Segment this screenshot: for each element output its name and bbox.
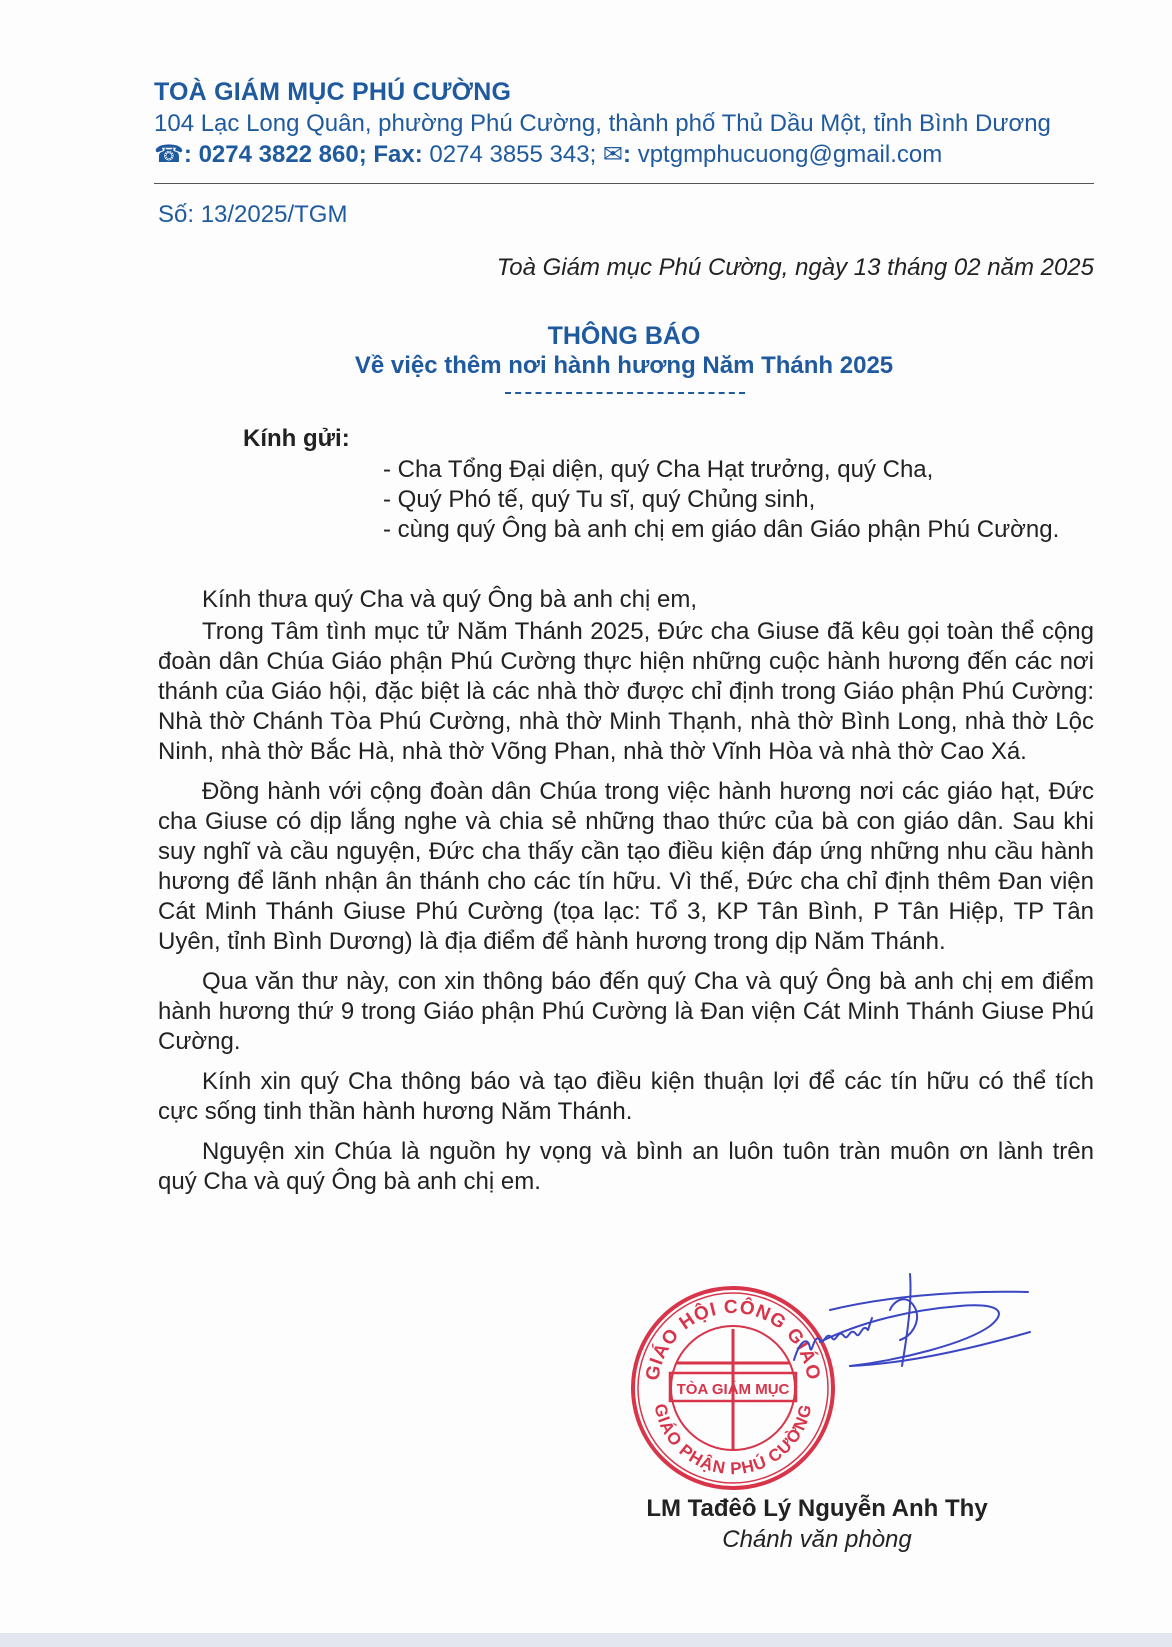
body-paragraph: Qua văn thư này, con xin thông báo đến quý Cha và quý Ông bà anh chị em điểm hành hương thứ 9 trong Giáo phận Phú Cường là Đan viện Cát Minh Thánh Giuse Phú Cường. xyxy=(158,968,1094,1055)
handwritten-signature xyxy=(790,1270,1040,1410)
title-divider xyxy=(505,392,745,394)
seal-top-text: GIÁO HỘI CÔNG GIÁO xyxy=(642,1296,824,1383)
seal-bottom-text: GIÁO PHẬN PHÚ CƯỜNG xyxy=(650,1402,816,1479)
signer-name: LM Tađêô Lý Nguyễn Anh Thy xyxy=(646,1495,988,1522)
email-address: vptgmphucuong@gmail.com xyxy=(637,141,943,168)
signer-title: Chánh văn phòng xyxy=(722,1526,912,1553)
seal-center-text: TÒA GIÁM MỤC xyxy=(676,1381,790,1398)
organization-address: 104 Lạc Long Quân, phường Phú Cường, thành phố Thủ Dầu Một, tỉnh Bình Dương xyxy=(154,110,1051,137)
recipient-item: - cùng quý Ông bà anh chị em giáo dân Giáo phận Phú Cường. xyxy=(383,516,1060,543)
document-number: Số: 13/2025/TGM xyxy=(158,201,348,228)
phone-icon: ☎ xyxy=(154,140,184,168)
header-divider xyxy=(154,183,1094,184)
recipient-list xyxy=(383,455,1059,545)
recipient-item: - Cha Tổng Đại diện, quý Cha Hạt trưởng, quý Cha, xyxy=(383,456,934,483)
body-paragraph: Nguyện xin Chúa là nguồn hy vọng và bình an luôn tuôn tràn muôn ơn lành trên quý Cha và quý Ông bà anh chị em. xyxy=(158,1138,1094,1195)
body-paragraph: Trong Tâm tình mục tử Năm Thánh 2025, Đức cha Giuse đã kêu gọi toàn thể cộng đoàn dân Chúa Giáo phận Phú Cường thực hiện những cuộc hành hương đến các nơi thánh của Giáo hội, đặc biệt là các nhà thờ được chỉ định trong Giáo phận Phú Cường: Nhà thờ Chánh Tòa Phú Cường, nhà thờ Minh Thạnh, nhà thờ Bình Long, nhà thờ Lộc Ninh, nhà thờ Bắc Hà, nhà thờ Võng Phan, nhà thờ Vĩnh Hòa và nhà thờ Cao Xá. xyxy=(158,618,1094,765)
organization-name: TOÀ GIÁM MỤC PHÚ CƯỜNG xyxy=(154,78,512,106)
greeting-label: Kính gửi: xyxy=(243,425,350,452)
body-paragraph: Đồng hành với cộng đoàn dân Chúa trong việc hành hương nơi các giáo hạt, Đức cha Giuse có dịp lắng nghe và chia sẻ những thao thức của bà con giáo dân. Sau khi suy nghĩ và cầu nguyện, Đức cha thấy cần tạo điều kiện đáp ứng những nhu cầu hành hương để lãnh nhận ân thánh cho các tín hữu. Vì thế, Đức cha chỉ định thêm Đan viện Cát Minh Thánh Giuse Phú Cường (tọa lạc: Tổ 3, KP Tân Bình, P Tân Hiệp, TP Tân Uyên, tỉnh Bình Dương) là địa điểm để hành hương trong dịp Năm Thánh. xyxy=(158,778,1094,955)
envelope-icon: ✉ xyxy=(602,140,624,168)
notice-subtitle: Về việc thêm nơi hành hương Năm Thánh 2025 xyxy=(354,352,894,379)
organization-contact: ☎: 0274 3822 860; Fax: 0274 3855 343; ✉: vptgmphucuong@gmail.com xyxy=(154,140,943,168)
fax-number: 0274 3855 343; xyxy=(429,141,597,168)
place-date: Toà Giám mục Phú Cường, ngày 13 tháng 02 năm 2025 xyxy=(496,254,1094,281)
fax-label: Fax: xyxy=(373,141,423,168)
body-paragraph: Kính xin quý Cha thông báo và tạo điều kiện thuận lợi để các tín hữu có thể tích cực sống tinh thần hành hương Năm Thánh. xyxy=(158,1068,1094,1125)
bottom-border xyxy=(0,1633,1172,1647)
notice-title: THÔNG BÁO xyxy=(547,322,701,350)
recipient-item: - Quý Phó tế, quý Tu sĩ, quý Chủng sinh, xyxy=(383,486,816,513)
letter-body xyxy=(158,585,1094,1207)
phone-number: : 0274 3822 860; xyxy=(183,141,367,168)
salutation: Kính thưa quý Cha và quý Ông bà anh chị em, xyxy=(202,586,698,613)
